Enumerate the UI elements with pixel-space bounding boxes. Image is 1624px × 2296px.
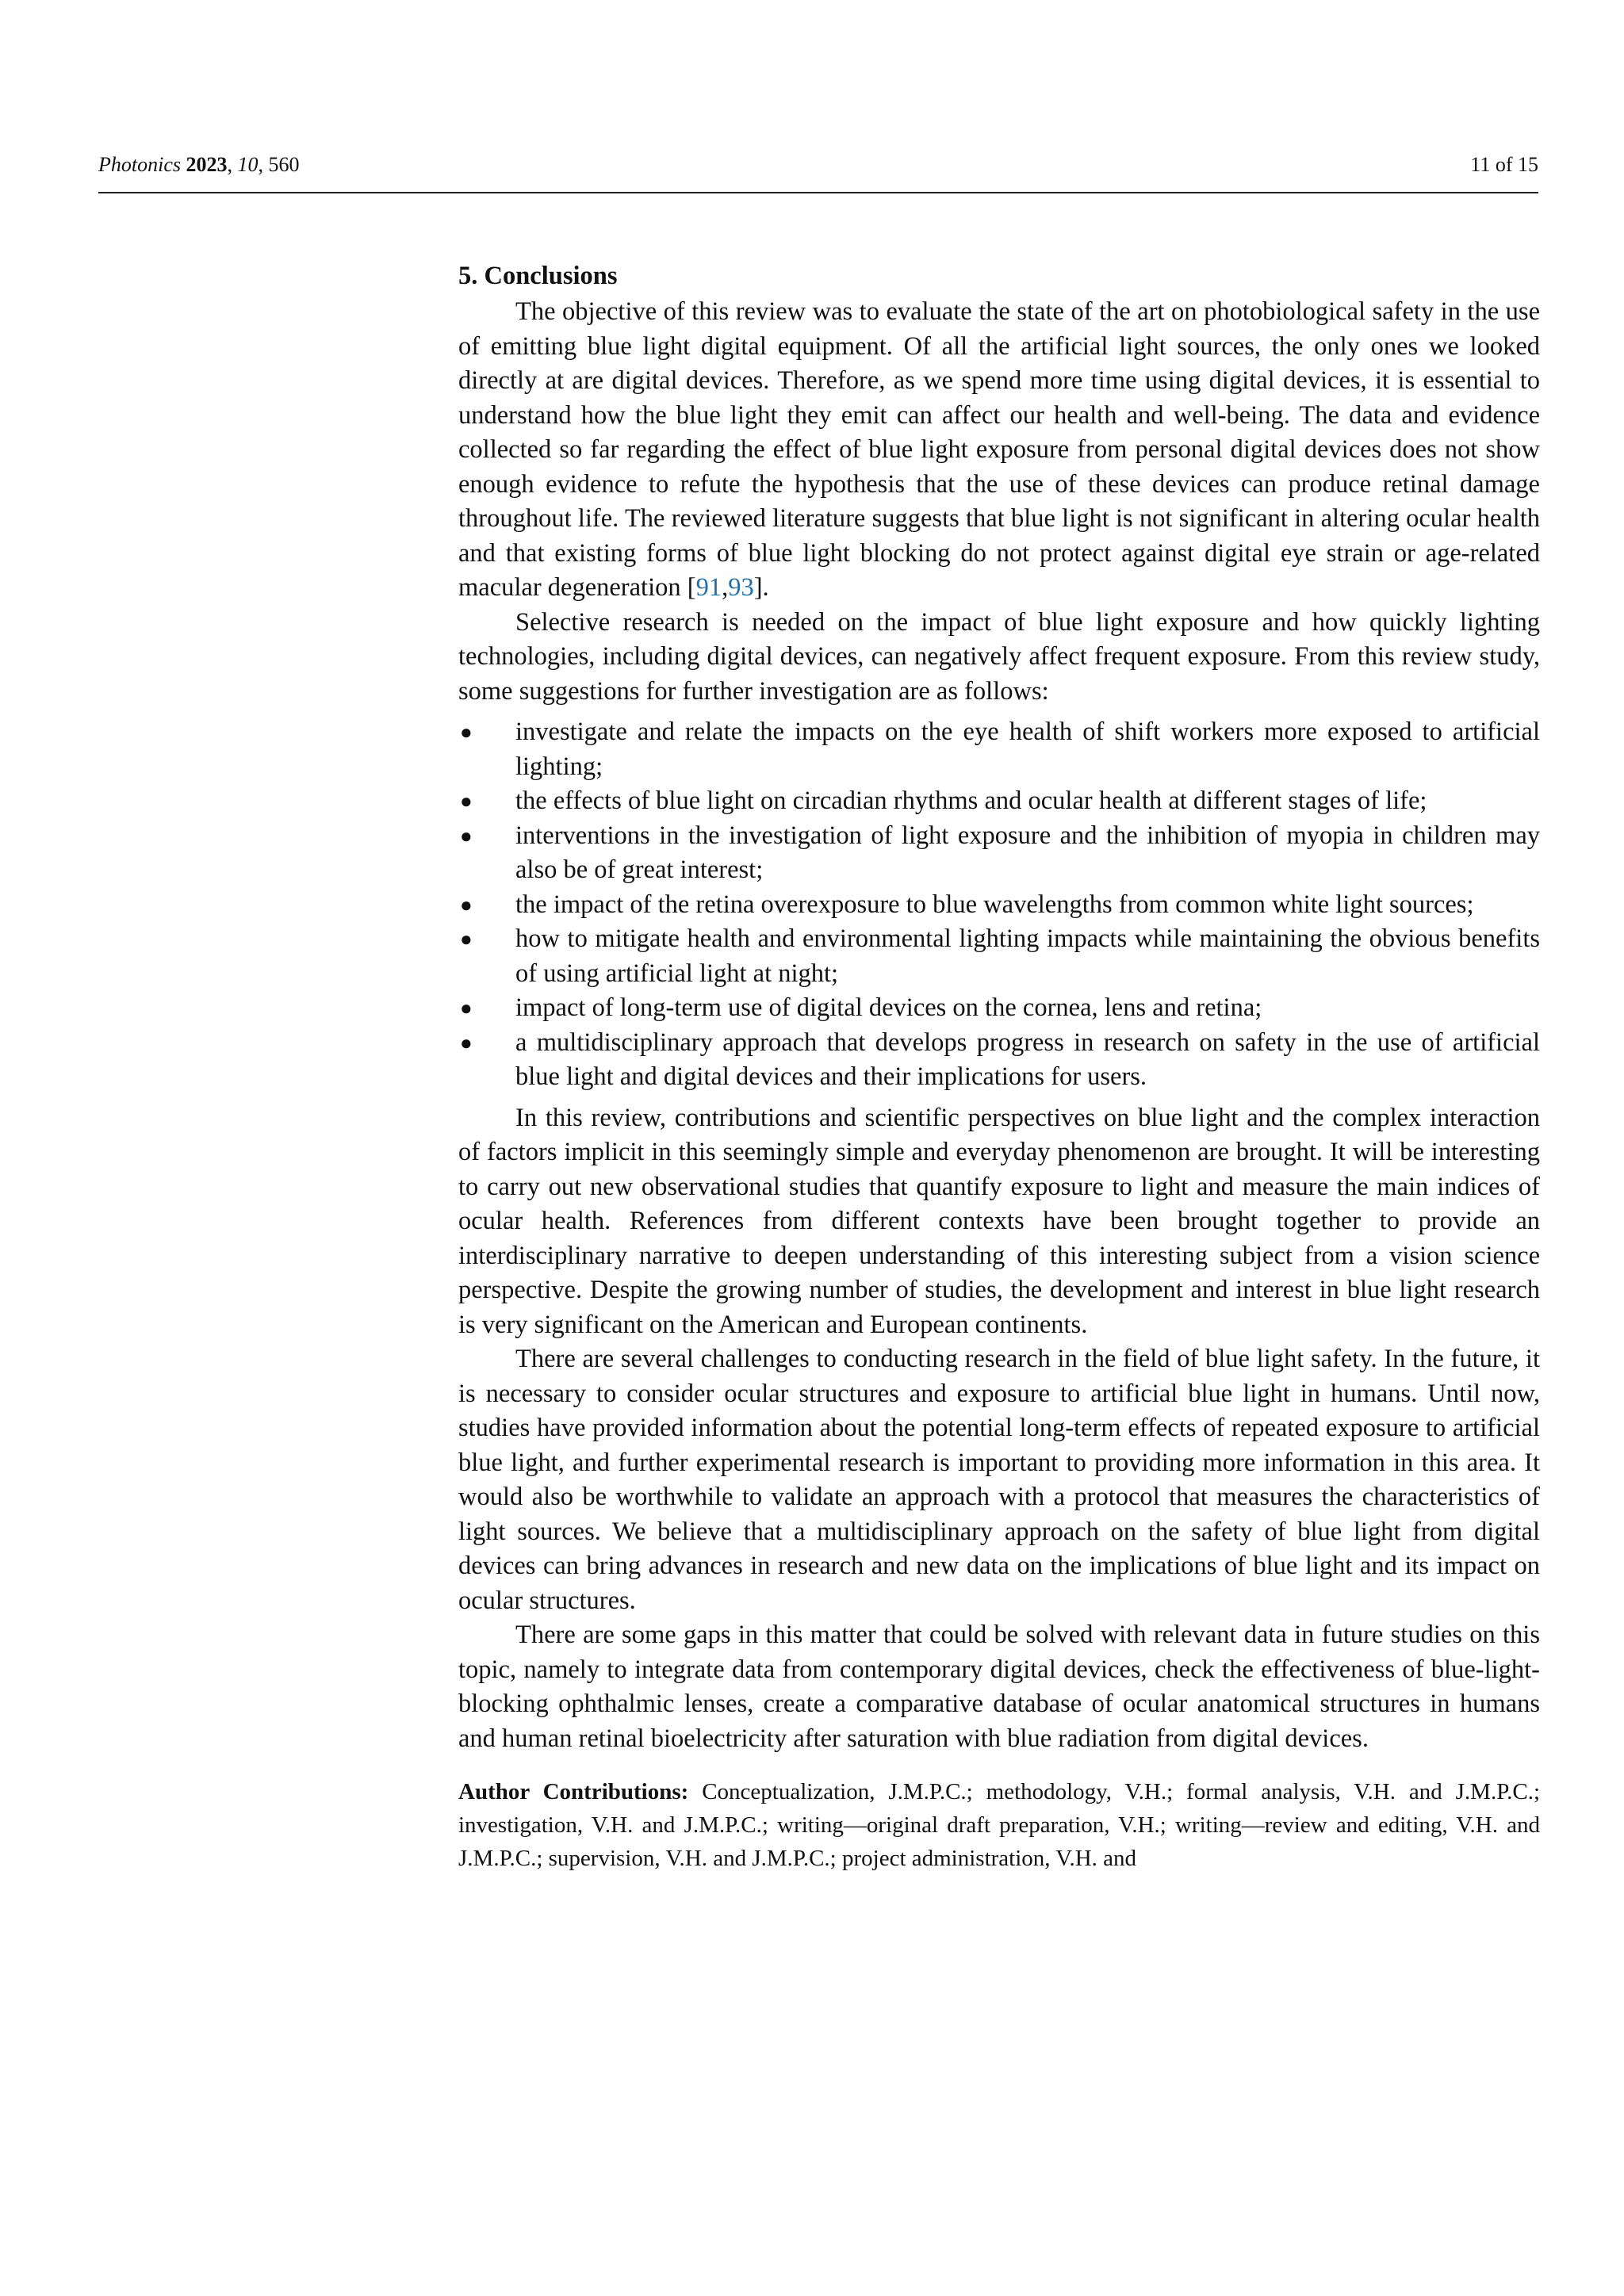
- paragraph-1: [458, 295, 1540, 606]
- list-item: [458, 715, 1540, 784]
- citation-separator: ,: [722, 573, 729, 602]
- journal-name: Photonics: [98, 153, 181, 176]
- section-title: 5. Conclusions: [458, 262, 618, 290]
- citation-link-93[interactable]: 93: [728, 573, 754, 602]
- journal-citation: Photonics 2023, 10, 560: [98, 153, 300, 176]
- list-item-text: a multidisciplinary approach that develops progress in research on safety in the use of artificial blue light and digital devices and their implications for users.: [515, 1027, 1540, 1091]
- list-item-text: interventions in the investigation of light exposure and the inhibition of myopia in children may also be of great interest;: [515, 821, 1540, 884]
- page-header: [98, 151, 1538, 182]
- list-item: [458, 819, 1540, 888]
- citation-link-91[interactable]: 91: [695, 573, 722, 602]
- paragraph-4: There are several challenges to conducting research in the field of blue light safety. In the future, it is necessary to consider ocular structures and exposure to artificial blue light in humans. Until now, studies have provided information about the potential long-term effects of repeated exposure to artificial blue light, and further experimental research is important to providing more information in this area. It would also be worthwhile to validate an approach with a protocol that measures the characteristics of light sources. We believe that a multidisciplinary approach on the safety of blue light from digital devices can bring advances in research and new data on the implications of blue light and its impact on ocular structures.: [458, 1345, 1540, 1615]
- paragraph-1-text: The objective of this review was to evaluate the state of the art on photobiological safety in the use of emitting blue light digital equipment. Of all the artificial light sources, the only ones we looked directly at are digital devices. Therefore, as we spend more time using digital devices, it is essential to understand how the blue light they emit can affect our health and well-being. The data and evidence collected so far regarding the effect of blue light exposure from personal digital devices does not show enough evidence to refute the hypothesis that the use of these devices can produce retinal damage throughout life. The reviewed literature suggests that blue light is not significant in altering ocular health and that existing forms of blue light blocking do not protect against digital eye strain or age-related macular degeneration [: [458, 297, 1540, 602]
- author-contributions: [458, 1775, 1540, 1875]
- bullet-icon: ●: [460, 997, 473, 1020]
- list-item-text: the effects of blue light on circadian rhythms and ocular health at different stages of life;: [515, 786, 1427, 815]
- list-item-text: the impact of the retina overexposure to blue wavelengths from common white light sources;: [515, 890, 1474, 919]
- suggestions-list: [458, 715, 1540, 1095]
- bullet-icon: ●: [460, 721, 473, 744]
- paragraph-2: Selective research is needed on the impact of blue light exposure and how quickly lighting technologies, including digital devices, can negatively affect frequent exposure. From this review study, some suggestions for further investigation are as follows:: [458, 607, 1540, 706]
- bullet-icon: ●: [460, 928, 473, 951]
- list-item: [458, 888, 1540, 923]
- bullet-icon: ●: [460, 893, 473, 916]
- bullet-icon: ●: [460, 790, 473, 813]
- header-rule: [98, 192, 1538, 193]
- author-contributions-label: Author Contributions:: [458, 1779, 689, 1804]
- main-content: [458, 258, 1540, 1875]
- list-item: [458, 1026, 1540, 1095]
- list-item: [458, 784, 1540, 819]
- list-item-text: investigate and relate the impacts on the eye health of shift workers more exposed to artificial lighting;: [515, 718, 1540, 781]
- bullet-icon: ●: [460, 1031, 473, 1054]
- list-item: [458, 991, 1540, 1026]
- list-item-text: impact of long-term use of digital devices on the cornea, lens and retina;: [515, 993, 1262, 1022]
- page-number: 11 of 15: [1470, 153, 1538, 176]
- journal-volume: 10: [237, 153, 259, 176]
- journal-year: 2023: [186, 153, 228, 176]
- article-number: 560: [268, 153, 300, 176]
- bullet-icon: ●: [460, 824, 473, 848]
- list-item: [458, 922, 1540, 991]
- paragraph-3: In this review, contributions and scientific perspectives on blue light and the complex interaction of factors implicit in this seemingly simple and everyday phenomenon are brought. It will be interesting to carry out new observational studies that quantify exposure to light and measure the main indices of ocular health. References from different contexts have been brought together to provide an interdisciplinary narrative to deepen understanding of this interesting subject from a vision science perspective. Despite the growing number of studies, the development and interest in blue light research is very significant on the American and European continents.: [458, 1103, 1540, 1339]
- paragraph-1-end: ].: [753, 573, 769, 602]
- paragraph-5: There are some gaps in this matter that could be solved with relevant data in future studies on this topic, namely to integrate data from contemporary digital devices, check the effectiveness of blue-light-blocking ophthalmic lenses, create a comparative database of ocular anatomical structures in humans and human retinal bioelectricity after saturation with blue radiation from digital devices.: [458, 1621, 1540, 1753]
- list-item-text: how to mitigate health and environmental lighting impacts while maintaining the obvious benefits of using artificial light at night;: [515, 924, 1540, 988]
- author-contributions-text: Conceptualization, J.M.P.C.; methodology, V.H.; formal analysis, V.H. and J.M.P.C.; investigation, V.H. and J.M.P.C.; writing—original draft preparation, V.H.; writing—review and editing, V.H. and J.M.P.C.; supervision, V.H. and J.M.P.C.; project administration, V.H. and: [458, 1779, 1541, 1871]
